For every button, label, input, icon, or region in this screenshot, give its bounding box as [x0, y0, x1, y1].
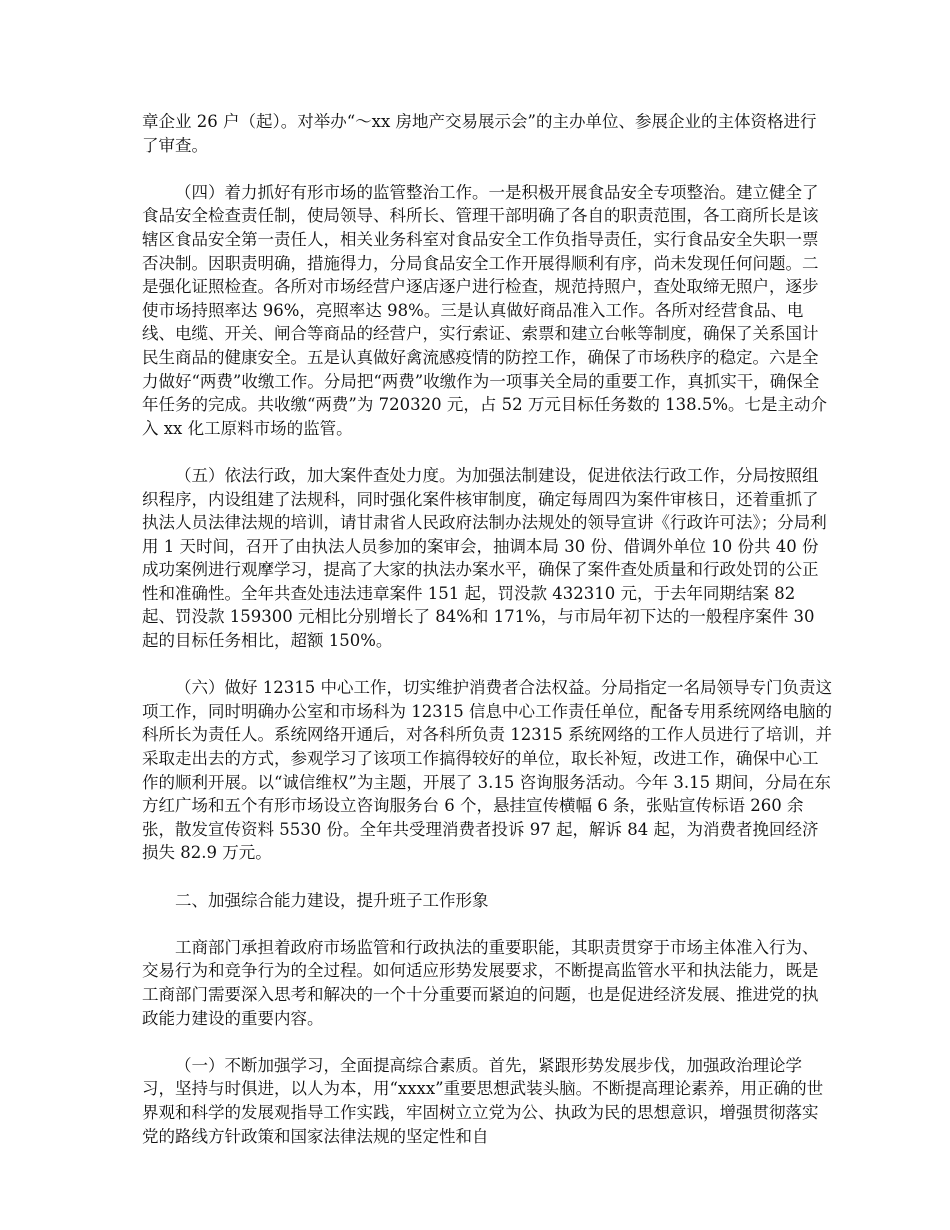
paragraph-law-enforcement: （五）依法行政，加大案件查处力度。为加强法制建设，促进依法行政工作，分局按照组织程序，内设组建了法规科，同时强化案件核审制度，确定每周四为案件审核日，还着重抓了执法人员法律法规的培训，请甘肃省人民政府法制办法规处的领导宣讲《行政许可法》；分局利用 1 天时间，召开了由执法人员参加的案审会，抽调本局 30 份、借调外单位 10 份共 40 份成功案例进行观摩学习，提高了大家的执法办案水平，确保了案件查处质量和行政处罚的公正性和准确性。全年共查处违法违章案件 151 起，罚没款 432310 元，于去年同期结案 82 起、罚没款 159300 元相比分别增长了 84%和 171%，与市局年初下达的一般程序案件 30 起的目标任务相比，超额 150%。: [142, 465, 827, 651]
paragraph-section-intro: 工商部门承担着政府市场监管和行政执法的重要职能，其职责贯穿于市场主体准入行为、交易行为和竞争行为的全过程。如何适应形势发展要求，不断提高监管水平和执法能力，既是工商部门需要深入思考和解决的一个十分重要而紧迫的问题，也是促进经济发展、推进党的执政能力建设的重要内容。: [142, 937, 819, 1028]
paragraph-continuation: 章企业 26 户（起）。对举办“～xx 房地产交易展示会”的主办单位、参展企业的主体资格进行了审查。: [142, 112, 817, 155]
paragraph-market-supervision: （四）着力抓好有形市场的监管整治工作。一是积极开展食品安全专项整治。建立健全了食品安全检查责任制，使局领导、科所长、管理干部明确了各自的职责范围，各工商所长是该辖区食品安全第一责任人，相关业务科室对食品安全工作负指导责任，实行食品安全失职一票否决制。因职责明确，措施得力，分局食品安全工作开展得顺利有序，尚未发现任何问题。二是强化证照检查。各所对市场经营户逐店逐户进行检查，规范持照户，查处取缔无照户，逐步使市场持照率达 96%，亮照率达 98%。三是认真做好商品准入工作。各所对经营食品、电线、电缆、开关、闸合等商品的经营户，实行索证、索票和建立台帐等制度，确保了关系国计民生商品的健康安全。五是认真做好禽流感疫情的防控工作，确保了市场秩序的稳定。六是全力做好“两费”收缴工作。分局把“两费”收缴作为一项事关全局的重要工作，真抓实干，确保全年任务的完成。共收缴“两费”为 720320 元，占 52 万元目标任务数的 138.5%。七是主动介入 xx 化工原料市场的监管。: [142, 182, 827, 438]
paragraph-study: （一）不断加强学习，全面提高综合素质。首先，紧跟形势发展步伐，加强政治理论学习，坚持与时俱进，以人为本，用“xxxx”重要思想武装头脑。不断提高理论素养，用正确的世界观和科学的发展观指导工作实践，牢固树立立党为公、执政为民的思想意识，增强贯彻落实党的路线方针政策和国家法律法规的坚定性和自: [142, 1055, 824, 1146]
section-heading: 二、加强综合能力建设，提升班子工作形象: [175, 890, 489, 910]
document-page: [142, 110, 832, 1172]
paragraph-12315-center: （六）做好 12315 中心工作，切实维护消费者合法权益。分局指定一名局领导专门负责这项工作，同时明确办公室和市场科为 12315 信息中心工作责任单位，配备专用系统网络电脑的科所长为责任人。系统网络开通后，对各科所负责 12315 系统网络的工作人员进行了培训，并采取走出去的方式，参观学习了该项工作搞得较好的单位，取长补短，改进工作，确保中心工作的顺利开展。以“诚信维权”为主题，开展了 3.15 咨询服务活动。今年 3.15 期间，分局在东方红广场和五个有形市场设立咨询服务台 6 个，悬挂宣传横幅 6 条，张贴宣传标语 260 余张，散发宣传资料 5530 份。全年共受理消费者投诉 97 起，解诉 84 起，为消费者挽回经济损失 82.9 万元。: [142, 678, 832, 863]
